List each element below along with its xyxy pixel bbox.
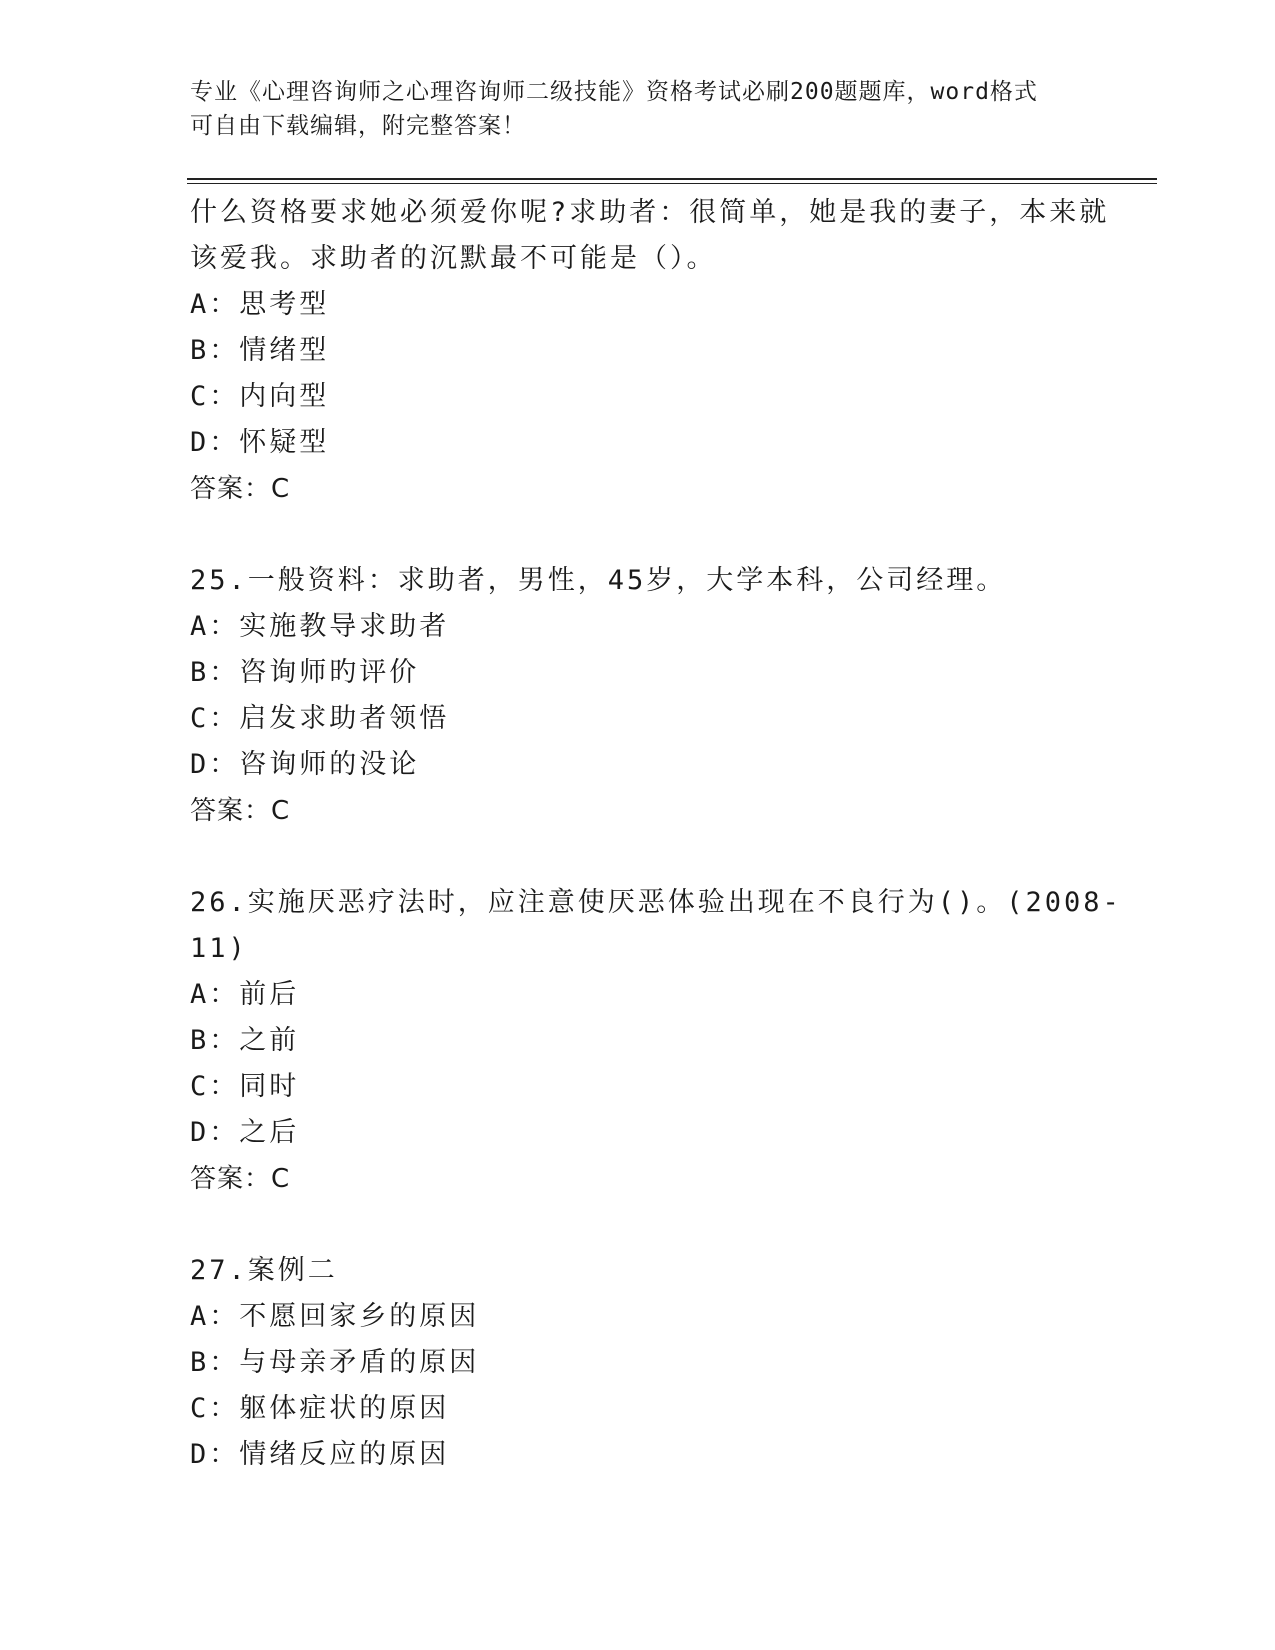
option-d: D：咨询师的没论 bbox=[190, 749, 420, 780]
option-b: B：咨询师旳评价 bbox=[190, 657, 420, 688]
option-b: B：情绪型 bbox=[190, 335, 330, 366]
answer: 答案：C bbox=[190, 796, 291, 826]
document-header bbox=[190, 75, 1090, 143]
question-26 bbox=[190, 880, 1122, 1202]
option-b: B：之前 bbox=[190, 1025, 300, 1056]
question-stem: 11) bbox=[190, 933, 248, 964]
question-stem: 该爱我。求助者的沉默最不可能是（）。 bbox=[190, 243, 717, 274]
header-line-2: 可自由下载编辑，附完整答案！ bbox=[190, 113, 526, 139]
option-c: C：同时 bbox=[190, 1071, 300, 1102]
header-divider-thick bbox=[187, 178, 1157, 180]
option-b: B：与母亲矛盾的原因 bbox=[190, 1347, 480, 1378]
spacer bbox=[190, 512, 1090, 558]
question-24 bbox=[190, 190, 1110, 512]
option-a: A：思考型 bbox=[190, 289, 330, 320]
option-a: A：实施教导求助者 bbox=[190, 611, 450, 642]
question-stem: 25.一般资料：求助者，男性，45岁，大学本科，公司经理。 bbox=[190, 565, 1007, 596]
option-d: D：之后 bbox=[190, 1117, 300, 1148]
question-27 bbox=[190, 1248, 1090, 1478]
answer: 答案：C bbox=[190, 1164, 291, 1194]
header-line-1: 专业《心理咨询师之心理咨询师二级技能》资格考试必刷200题题库，word格式 bbox=[190, 79, 1038, 105]
option-d: D：情绪反应的原因 bbox=[190, 1439, 450, 1470]
option-c: C：躯体症状的原因 bbox=[190, 1393, 450, 1424]
option-c: C：启发求助者领悟 bbox=[190, 703, 450, 734]
question-25 bbox=[190, 558, 1090, 834]
option-c: C：内向型 bbox=[190, 381, 330, 412]
spacer bbox=[190, 1202, 1090, 1248]
question-stem: 26.实施厌恶疗法时，应注意使厌恶体验出现在不良行为()。(2008- bbox=[190, 887, 1122, 918]
option-a: A：前后 bbox=[190, 979, 300, 1010]
question-list bbox=[190, 190, 1122, 1478]
spacer bbox=[190, 834, 1090, 880]
option-d: D：怀疑型 bbox=[190, 427, 330, 458]
question-stem: 什么资格要求她必须爱你呢?求助者：很简单，她是我的妻子，本来就 bbox=[190, 197, 1110, 228]
option-a: A：不愿回家乡的原因 bbox=[190, 1301, 480, 1332]
question-stem: 27.案例二 bbox=[190, 1255, 338, 1286]
header-divider-thin bbox=[187, 183, 1157, 184]
answer: 答案：C bbox=[190, 474, 291, 504]
